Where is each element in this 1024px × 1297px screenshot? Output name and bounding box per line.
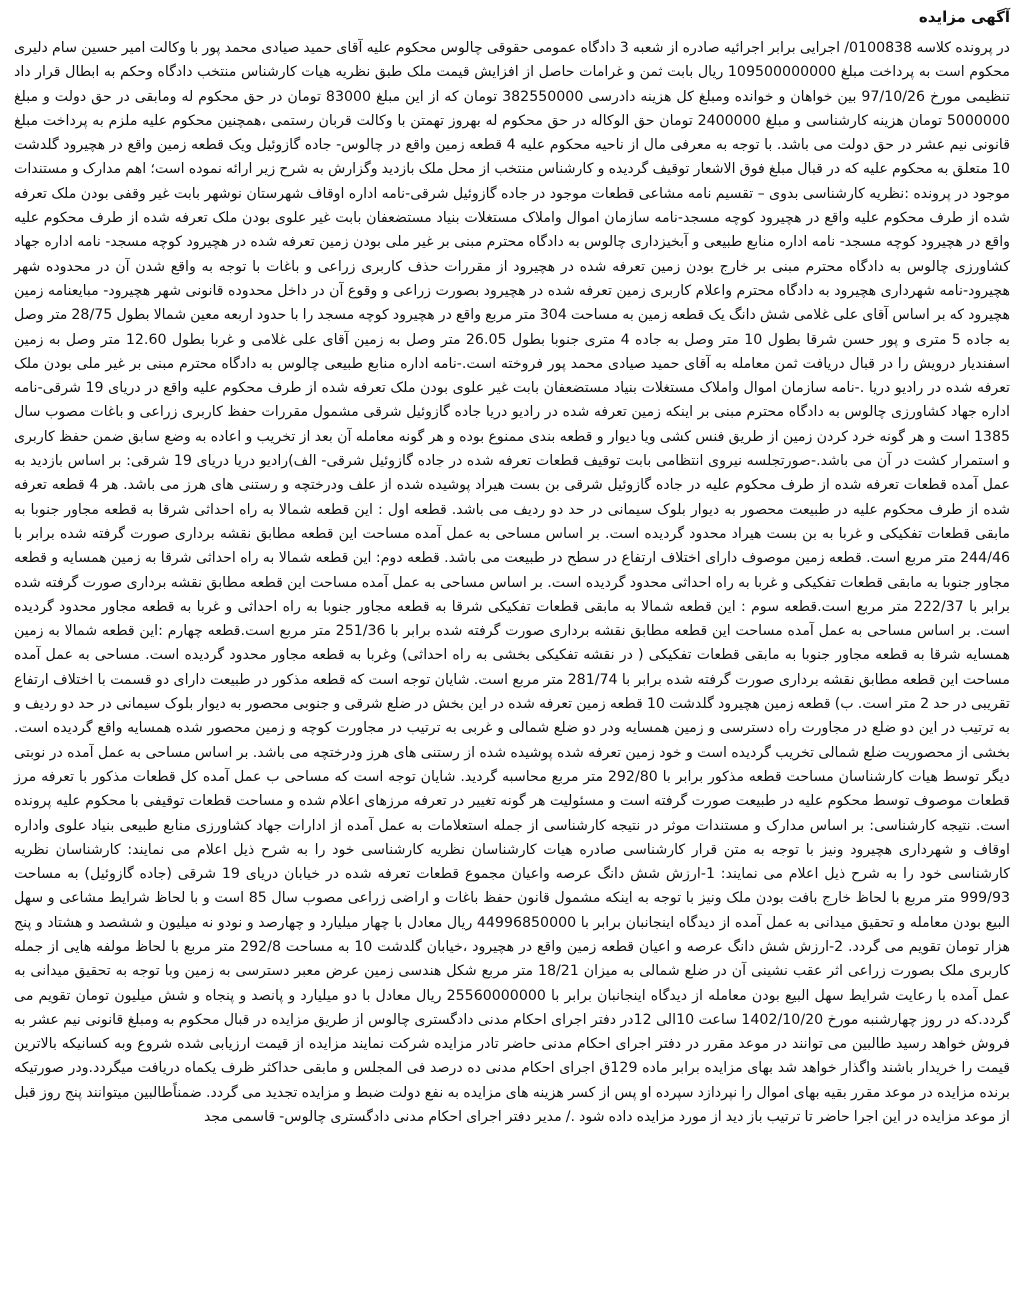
- notice-paragraph: در پرونده کلاسه 0100838/ اجرایی برابر اجرائیه صادره از شعبه 3 دادگاه عمومی حقوقی چالوس محکوم علیه آقای حمید صیادی محمد پور با وکالت امیر حسین سام دلیری محکوم است به پرداخت مبلغ 109500000000 ریال بابت ثمن و غرامات حاصل از افزایش قیمت ملک طبق نظریه هیات کارشناس منتخب دادگاه وحکم به ابطال قرار داد تنظیمی مورخ 97/10/26 بین خواهان و خوانده ومبلغ کل هزینه دادرسی 382550000 تومان که از این مبلغ 83000 تومان در حق محکوم له ومابقی در حق دولت و مبلغ 5000000 تومان هزینه کارشناسی و مبلغ 2400000 تومان حق الوکاله در حق محکوم له بهروز تهمتن با وکالت قربان رستمی ،همچنین محکوم علیه ملزم به پرداخت مبلغ قانونی نیم عشر در حق دولت می باشد. با توجه به معرفی مال از ناحیه محکوم علیه 4 قطعه زمین واقع در چالوس- جاده گازوئیل ویک قطعه زمین واقع در هچیرود گلدشت 10 متعلق به محکوم علیه که در قبال مبلغ فوق الاشعار توقیف گردیده و کارشناس منتخب از محل ملک بازدید وگزارش به شرح زیر ارائه نموده است؛ اهم مدارک و مستندات موجود در پرونده :نظریه کارشناسی بدوی – تقسیم نامه مشاعی قطعات موجود در جاده گازوئیل شرقی-نامه اداره اوقاف شهرستان نوشهر بابت غیر وقفی بودن ملک تعرفه شده از طرف محکوم علیه واقع در هچیرود کوچه مسجد-نامه سازمان اموال واملاک مستغلات بنیاد مستضعفان بابت غیر علوی بودن ملک تعرفه شده از طرف محکوم علیه واقع در هچیرود کوچه مسجد- نامه اداره منابع طبیعی و آبخیزداری چالوس به دادگاه محترم مبنی بر غیر ملی بودن زمین تعرفه شده در هچیرود کوچه مسجد- نامه اداره جهاد کشاورزی چالوس به دادگاه محترم مبنی بر خارج بودن زمین تعرفه شده در هچیرود از مقررات حذف کاربری زراعی و باغات با توجه به واقع شدن آن در محدوده شهر هچیرود-نامه شهرداری هچیرود به دادگاه محترم واعلام کاربری زمین تعرفه شده در هچیرود بصورت زراعی و وقوع آن در داخل محدوده قانونی شهر هچیرود- مبایعنامه زمین هچیرود که بر اساس آقای علی غلامی شش دانگ یک قطعه زمین به مساحت 304 متر مربع واقع در هچیرود کوچه مسجد را با حدود اربعه معین شمالا بطول 28/75 متر وصل به جاده 5 متری و پور حسن شرقا بطول 10 متر وصل به جاده 4 متری جنوبا بطول 26.05 متر وصل به زمین آقای علی غلامی و غربا بطول 12.60 متر وصل به زمین اسفندیار درویش را در قبال دریافت ثمن معامله به آقای حمید صیادی محمد پور فروخته است.-نامه اداره منابع طبیعی چالوس به دادگاه محترم مبنی بر غیر ملی بودن ملک تعرفه شده در رادیو دریا .-نامه سازمان اموال واملاک مستغلات بنیاد مستضعفان بابت غیر علوی بودن ملک تعرفه شده از طرف محکوم علیه واقع در دریای 19 شرقی-نامه اداره جهاد کشاورزی چالوس به دادگاه محترم مبنی بر اینکه زمین تعرفه شده در رادیو دریا جاده گازوئیل شرقی مشمول مقررات حفظ کاربری زراعی و باغات مصوب سال 1385 است و هر گونه خرد کردن زمین از طریق فنس کشی ویا دیوار و قطعه بندی ممنوع بوده و هر گونه معامله آن بعد از تخریب و اعاده به وضع سابق ضمن حفظ کاربری و استمرار کشت در آن می باشد.-صورتجلسه نیروی انتظامی بابت توقیف قطعات تعرفه شده در جاده گازوئیل شرقی- الف)رادیو دریا دریای 19 شرقی: بر اساس بازدید به عمل آمده قطعات تعرفه شده از طرف محکوم علیه در جاده گازوئیل شرقی بن بست هیراد پوشیده شده از علف ودرختچه و رستنی های هرز می باشد. هر 4 قطعه تعرفه شده از طرف محکوم علیه در طبیعت محصور به دیوار بلوک سیمانی در حد دو ردیف می باشد. قطعه اول : این قطعه شمالا به راه احداثی شرقا به قطعه مجاور جنوبا به مابقی قطعات تفکیکی و غربا به بن بست هیراد محدود گردیده است. بر اساس مساحی به عمل آمده مساحت این قطعه مطابق نقشه برداری صورت گرفته شده برابر با 244/46 متر مربع است. قطعه زمین موصوف دارای اختلاف ارتفاع در سطح در طبیعت می باشد. قطعه دوم: این قطعه شمالا به راه احداثی شرقا به زمین همسایه و قطعه مجاور جنوبا به مابقی قطعات تفکیکی و غربا به راه احداثی محدود گردیده است. بر اساس مساحی به عمل آمده مساحت این قطعه مطابق نقشه برداری صورت گرفته شده برابر با 222/37 متر مربع است.قطعه سوم : این قطعه شمالا به مابقی قطعات تفکیکی شرقا به قطعه مجاور جنوبا به راه احداثی و غربا به قطعه مجاور محدود گردیده است. بر اساس مساحی به عمل آمده مساحت این قطعه مطابق نقشه برداری صورت گرفته شده برابر با 251/36 متر مربع است.قطعه چهارم :این قطعه شمالا به زمین همسایه شرقا به قطعه مجاور جنوبا به مابقی قطعات تفکیکی ( در نقشه تفکیکی بخشی به راه احداثی) وغربا به قطعه مجاور محدود گردیده است. مساحی به عمل آمده مساحت این قطعه مطابق نقشه برداری صورت گرفته شده برابر با 281/74 متر مربع است. شایان توجه است که قطعه مذکور در طبیعت دارای دو قسمت با اختلاف ارتفاع تقریبی در حد 2 متر است. ب) قطعه زمین هچیرود گلدشت 10 قطعه زمین تعرفه شده در این بخش در ضلع شرقی و جنوبی محصور به دیوار بلوک سیمانی در حد دو ردیف و به ترتیب در این دو ضلع در مجاورت راه دسترسی و زمین همسایه ودر دو ضلع شمالی و غربی به ترتیب در مجاورت کوچه و زمین محصور شده همسایه واقع گردیده است. بخشی از محصوریت ضلع شمالی تخریب گردیده است و خود زمین تعرفه شده پوشیده شده از رستنی های هرز ودرختچه می باشد. بر اساس مساحی به عمل آمده در نوبتی دیگر توسط هیات کارشناسان مساحت قطعه مذکور برابر با 292/80 متر مربع محاسبه گردید. شایان توجه است که مساحی ب عمل آمده کل قطعات مذکور با تعرفه مرز قطعات موصوف توسط محکوم علیه در طبیعت صورت گرفته است و مسئولیت هر گونه تغییر در تعرفه مرزهای اعلام شده و مساحت قطعات توقیفی با محکوم علیه پرونده است. نتیجه کارشناسی: بر اساس مدارک و مستندات موثر در نتیجه کارشناسی از جمله استعلامات به عمل آمده از ادارات جهاد کشاورزی منابع طبیعی بنیاد علوی واداره اوقاف و شهرداری هچیرود ونیز با توجه به متن قرار کارشناسی صادره هیات کارشناسان نظریه کارشناسی خود را به شرح ذیل اعلام می نمایند: کارشناسان نظریه کارشناسی خود را به شرح ذیل اعلام می نمایند: 1-ارزش شش دانگ عرصه واعیان مجموع قطعات تعرفه شده در خیابان دریای 19 شرقی (جاده گازوئیل) به مساحت 999/93 متر مربع با لحاظ خارج بافت بودن ملک ونیز با توجه به اینکه مشمول قانون حفظ باغات و اراضی زراعی مصوب سال 85 است و با لحاظ شرایط مشاعی و سهل البیع بودن معامله و تحقیق میدانی به عمل آمده از دیدگاه اینجانبان برابر با 44996850000 ریال معادل با چهار میلیارد و چهارصد و نودو نه میلیون و ششصد و هشتاد و پنج هزار تومان تقویم می گردد. 2-ارزش شش دانگ عرصه و اعیان قطعه زمین واقع در هچیرود ،خیابان گلدشت 10 به مساحت 292/8 متر مربع با لحاظ مولفه هایی از جمله کاربری ملک بصورت زراعی اثر عقب نشینی آن در ضلع شمالی به میزان 18/21 متر مربع شکل هندسی زمین عرض معبر دسترسی به زمین وبا توجه به تحقیق میدانی به عمل آمده با رعایت شرایط سهل البیع بودن معامله از دیدگاه اینجانبان برابر با 25560000000 ریال معادل با دو میلیارد و پانصد و پنجاه و شش میلیون تومان تقویم می گردد.که در روز چهارشنبه مورخ 1402/10/20 ساعت 10الی 12در دفتر اجرای احکام مدنی دادگستری چالوس از طریق مزایده در قبال محکوم به ومبلغ قانونی نیم عشر به فروش خواهد رسید طالبین می توانند در موعد مقرر در دفتر اجرای احکام مدنی حاضر تادر مزایده شرکت نمایند مزایده از قیمت ارزیابی شده شروع وبه کسانیکه بالاترین قیمت را خریدار باشند واگذار خواهد شد بهای مزایده برابر ماده 129ق اجرای احکام مدنی ده درصد فی المجلس و مابقی حداکثر ظرف یکماه دریافت میگردد.ودر صورتیکه برنده مزایده در موعد مقرر بقیه بهای اموال را نپردازد سپرده او پس از کسر هزینه های مزایده به نفع دولت ضبط و مزایده تجدید می گردد. ضمناًطالبین میتوانند پنج روز قبل از موعد مزایده در این اجرا حاضر تا ترتیب باز دید از مورد مزایده داده شود ./ مدیر دفتر اجرای احکام مدنی دادگستری چالوس- قاسمی مجد: [14, 40, 1011, 1126]
- notice-title: آگهی مزایده: [918, 8, 1010, 26]
- notice-body: [14, 36, 1010, 1129]
